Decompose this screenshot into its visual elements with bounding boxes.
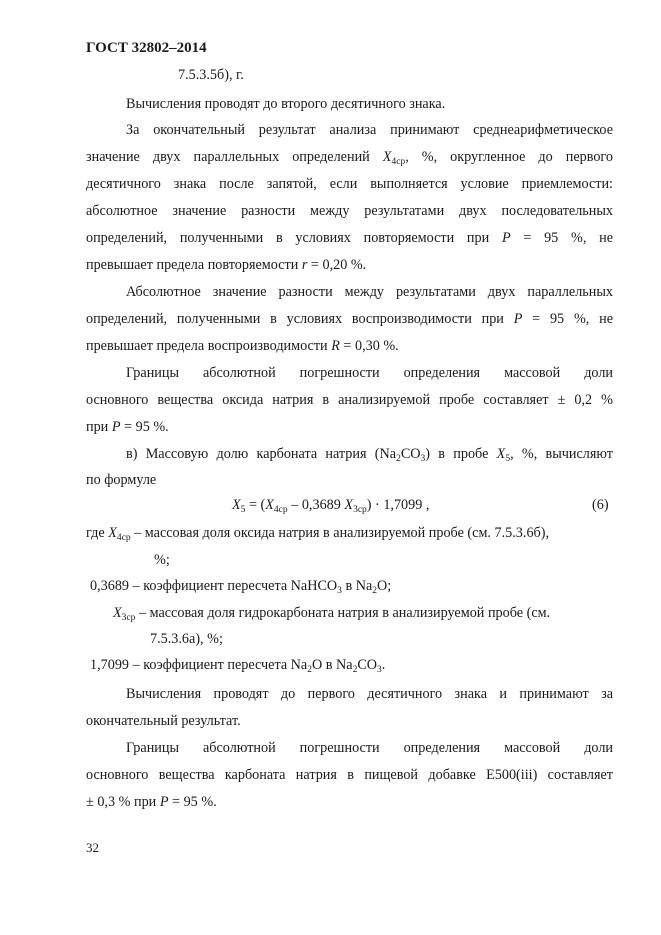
document-header: ГОСТ 32802–2014 (86, 40, 207, 56)
text-line: значение двух параллельных определений $X_{4ср}$, %, округленное до первого (86, 149, 613, 167)
text-line: Границы абсолютной погрешности определения массовой доли (126, 365, 613, 381)
text-line: определений, полученными в условиях воспроизводимости при P = 95 %, не (86, 311, 613, 327)
text-line: $X_{3ср}$ – массовая доля гидрокарбоната натрия в анализируемой пробе (см. (113, 605, 551, 623)
text-line: %; (154, 552, 170, 568)
text-line: 0,3689 – коэффициент пересчета NaHCO$_3$ в $Na_2O$; (90, 578, 392, 596)
text-line: окончательный результат. (86, 713, 241, 729)
text-line: при P = 95 %. (86, 419, 169, 435)
text-line: Абсолютное значение разности между результатами двух параллельных (126, 284, 613, 300)
text-line: в) Массовую долю карбоната натрия $(Na_2CO_3)$ в пробе $X_5$, %, вычисляют (126, 446, 613, 464)
text-line: превышает предела воспроизводимости R = 0,30 %. (86, 338, 399, 354)
formula-number: (6) (592, 497, 609, 513)
text-line: За окончательный результат анализа принимают среднеарифметическое (126, 122, 613, 138)
text-line: Границы абсолютной погрешности определения массовой доли (126, 740, 613, 756)
text-line: Вычисления проводят до второго десятичного знака. (126, 96, 446, 112)
text-line: превышает предела повторяемости r = 0,20 %. (86, 257, 367, 273)
text-line: 7.5.3.5б), г. (178, 67, 244, 83)
text-line: десятичного знака после запятой, если выполняется условие приемлемости: (86, 176, 613, 192)
formula-6: $X_5 = (X_{4ср} - 0,3689$ $X_{3ср}) \cdot 1,7099$ , (232, 497, 430, 515)
text-line: ± 0,3 % при P = 95 %. (86, 794, 217, 810)
text-line: абсолютное значение разности между результатами двух последовательных (86, 203, 613, 219)
text-line: где $X_{4ср}$ – массовая доля оксида натрия в анализируемой пробе (см. 7.5.3.6б), (86, 525, 550, 543)
text-line: Вычисления проводят до первого десятичного знака и принимают за (126, 686, 613, 702)
text-line: по формуле (86, 472, 157, 488)
page-number: 32 (86, 840, 99, 855)
text-line: определений, полученными в условиях повторяемости при P = 95 %, не (86, 230, 613, 246)
text-line: 1,7099 – коэффициент пересчета $Na_2O$ в $Na_2CO_3$. (90, 657, 386, 675)
text-line: основного вещества оксида натрия в анализируемой пробе составляет ± 0,2 % (86, 392, 613, 408)
text-line: 7.5.3.6а), %; (150, 631, 223, 647)
text-line: основного вещества карбоната натрия в пищевой добавке Е500(iii) составляет (86, 767, 613, 783)
